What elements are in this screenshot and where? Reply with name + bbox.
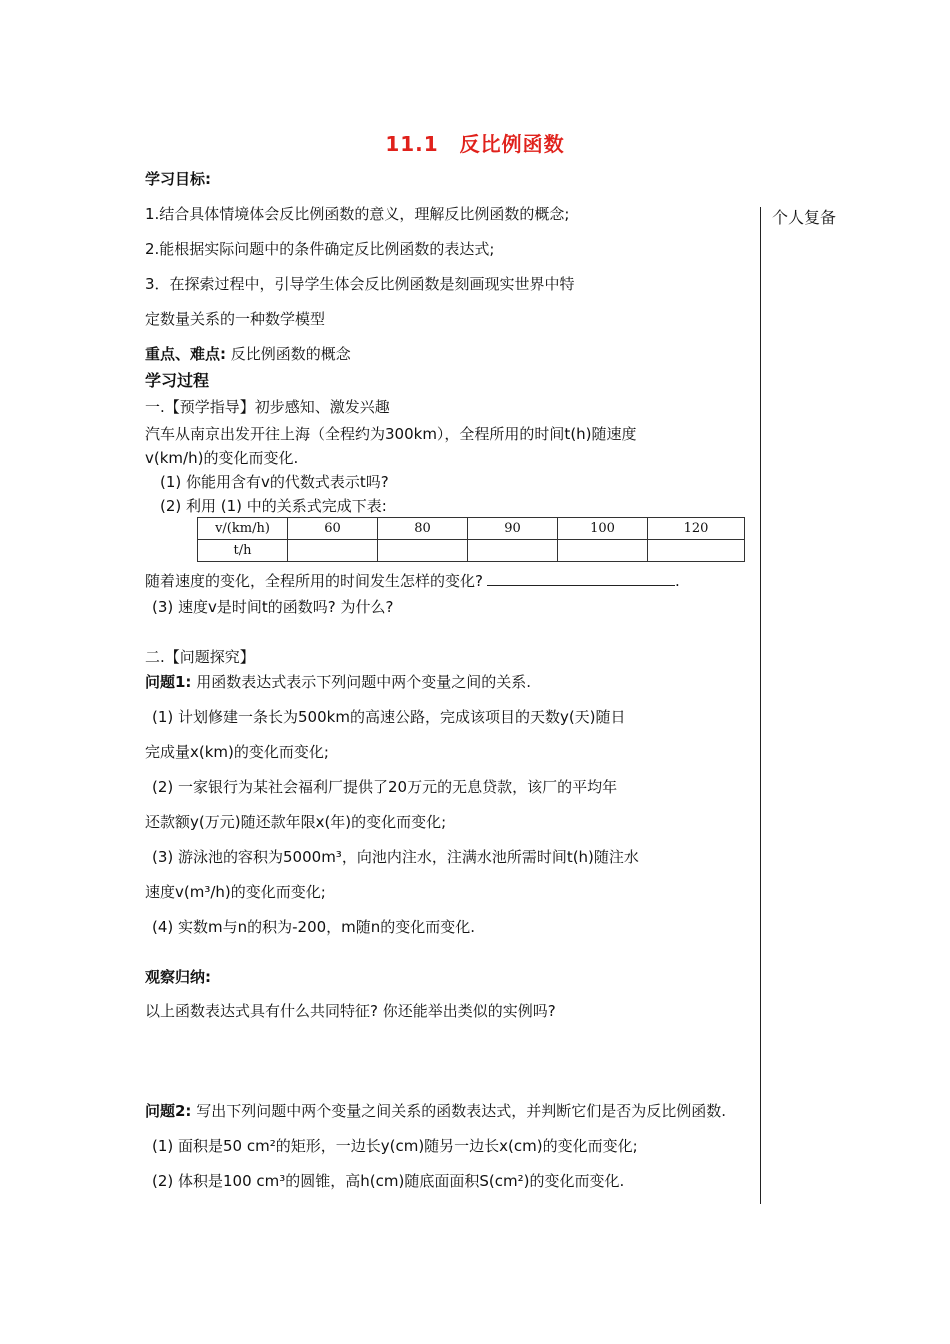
- table-row: [198, 518, 745, 540]
- observe-heading: 观察归纳:: [145, 968, 211, 986]
- section1-question: (2) 利用 (1) 中的关系式完成下表:: [160, 497, 387, 515]
- objective-item: 3．在探索过程中，引导学生体会反比例函数是刻画现实世界中特: [145, 275, 575, 293]
- speed-time-table: [197, 517, 745, 562]
- problem2-item: (1) 面积是50 cm²的矩形，一边长y(cm)随另一边长x(cm)的变化而变化;: [152, 1137, 638, 1155]
- key-points: [145, 343, 351, 364]
- problem1-item: (1) 计划修建一条长为500km的高速公路，完成该项目的天数y(天)随日: [152, 708, 626, 726]
- table-cell: 90: [468, 518, 558, 540]
- problem1-item: (3) 游泳池的容积为5000m³，向池内注水，注满水池所需时间t(h)随注水: [152, 848, 639, 866]
- answer-blank[interactable]: [487, 571, 675, 586]
- followup-text: 随着速度的变化，全程所用的时间发生怎样的变化?: [145, 572, 483, 590]
- table-cell: 120: [648, 518, 745, 540]
- section1-question: (1) 你能用含有v的代数式表示t吗?: [160, 473, 389, 491]
- table-row: [198, 540, 745, 562]
- objectives-heading: 学习目标:: [145, 170, 211, 188]
- table-cell: [648, 540, 745, 562]
- objective-item: 1.结合具体情境体会反比例函数的意义，理解反比例函数的概念;: [145, 205, 570, 223]
- problem1: [145, 671, 531, 692]
- problem2: [145, 1100, 726, 1121]
- problem1-text: 用函数表达式表示下列问题中两个变量之间的关系.: [196, 673, 531, 691]
- table-cell: [468, 540, 558, 562]
- problem1-item: 完成量x(km)的变化而变化;: [145, 743, 329, 761]
- section1-question: (3) 速度v是时间t的函数吗? 为什么?: [152, 598, 394, 616]
- process-heading: 学习过程: [145, 371, 210, 390]
- margin-divider: [760, 207, 761, 1204]
- problem1-item: 还款额y(万元)随还款年限x(年)的变化而变化;: [145, 813, 447, 831]
- table-header-cell: t/h: [198, 540, 288, 562]
- key-points-text: 反比例函数的概念: [230, 345, 351, 363]
- table-cell: 100: [558, 518, 648, 540]
- table-header-cell: v/(km/h): [198, 518, 288, 540]
- problem1-item: (4) 实数m与n的积为-200，m随n的变化而变化.: [152, 918, 476, 936]
- table-cell: [288, 540, 378, 562]
- problem2-item: (2) 体积是100 cm³的圆锥，高h(cm)随底面面积S(cm²)的变化而变化.: [152, 1172, 625, 1190]
- section1-heading: 一.【预学指导】初步感知、激发兴趣: [145, 398, 390, 416]
- section1-intro: 汽车从南京出发开往上海（全程约为300km），全程所用的时间t(h)随速度: [145, 425, 637, 443]
- section1-intro: v(km/h)的变化而变化.: [145, 449, 299, 467]
- table-cell: 80: [378, 518, 468, 540]
- problem2-label: 问题2:: [145, 1102, 192, 1120]
- followup-question: [145, 570, 680, 591]
- side-label: 个人复备: [772, 208, 837, 227]
- section2-heading: 二.【问题探究】: [145, 648, 255, 666]
- objective-item: 定数量关系的一种数学模型: [145, 310, 326, 328]
- problem2-text: 写出下列问题中两个变量之间关系的函数表达式，并判断它们是否为反比例函数.: [196, 1102, 726, 1120]
- followup-end: .: [674, 572, 680, 590]
- observe-text: 以上函数表达式具有什么共同特征? 你还能举出类似的实例吗?: [145, 1002, 556, 1020]
- page-title: 11.1 反比例函数: [385, 132, 565, 156]
- problem1-item: 速度v(m³/h)的变化而变化;: [145, 883, 326, 901]
- problem1-label: 问题1:: [145, 673, 192, 691]
- problem1-item: (2) 一家银行为某社会福利厂提供了20万元的无息贷款，该厂的平均年: [152, 778, 618, 796]
- table-cell: [558, 540, 648, 562]
- table-cell: [378, 540, 468, 562]
- objective-item: 2.能根据实际问题中的条件确定反比例函数的表达式;: [145, 240, 495, 258]
- table-cell: 60: [288, 518, 378, 540]
- key-points-label: 重点、难点:: [145, 345, 226, 363]
